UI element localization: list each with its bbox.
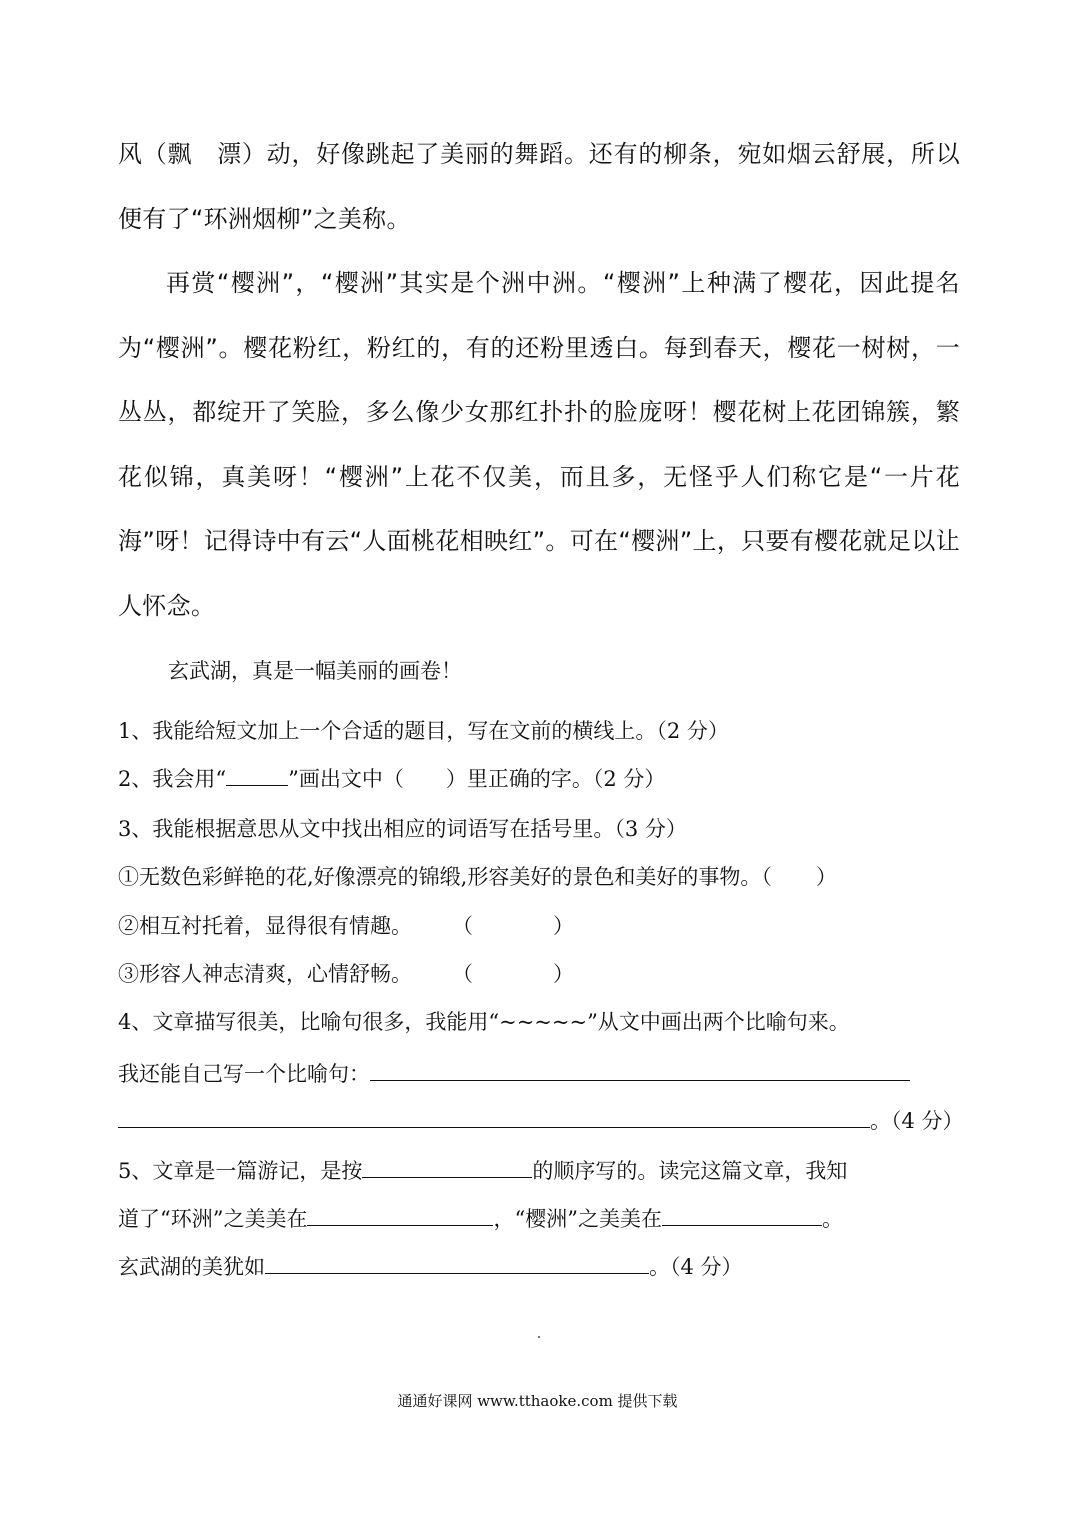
passage-closing-line: 玄武湖，真是一幅美丽的画卷！ (168, 659, 462, 683)
question-3-item-1 (118, 861, 837, 891)
passage-paragraph-1: 风（飘 漂）动，好像跳起了美丽的舞蹈。还有的柳条，宛如烟云舒展，所以便有了“环洲烟柳”之美称。 (118, 140, 960, 233)
question-3-item-3-text: ③形容人神志清爽，心情舒畅。 (118, 962, 412, 986)
simile-answer-line-2[interactable] (118, 1107, 870, 1128)
paren-close: ） (815, 865, 837, 889)
question-1: 1、我能给短文加上一个合适的题目，写在文前的横线上。（2 分） (118, 719, 729, 743)
question-5-score: 。（4 分） (649, 1255, 743, 1279)
simile-answer-line-1[interactable] (370, 1060, 910, 1081)
question-5-text-b: 的顺序写的。读完这篇文章，我知 (532, 1159, 848, 1183)
paren-open: （ (452, 914, 473, 938)
question-4-score: 。（4 分） (870, 1109, 964, 1133)
yingzhou-answer-blank[interactable] (662, 1205, 822, 1226)
question-5-line-2 (118, 1203, 843, 1233)
question-4-prompt: 我还能自己写一个比喻句： (118, 1062, 370, 1086)
question-5-line-1 (118, 1155, 847, 1185)
question-3-item-1-text: ①无数色彩鲜艳的花,好像漂亮的锦缎,形容美好的景色和美好的事物。（ (118, 865, 772, 889)
huanzhou-answer-blank[interactable] (307, 1205, 493, 1226)
underline-sample (226, 765, 288, 786)
reading-passage (118, 122, 960, 638)
question-4-line-2 (118, 1058, 910, 1088)
question-3-item-2 (118, 910, 574, 940)
question-3-item-3 (118, 958, 574, 988)
question-5-text-d: ，“樱洲”之美美在 (493, 1207, 662, 1231)
question-2-text-b: ”画出文中（ ）里正确的字。（2 分） (288, 767, 666, 791)
passage-paragraph-2: 再赏“樱洲”，“樱洲”其实是个洲中洲。“樱洲”上种满了樱花，因此提名为“樱洲”。樱花粉红，粉红的，有的还粉里透白。每到春天，樱花一树树，一丛丛，都绽开了笑脸，多么像少女那红扑扑的脸庞呀！樱花树上花团锦簇，繁花似锦，真美呀！“樱洲”上花不仅美，而且多，无怪乎人们称它是“一片花海”呀！记得诗中有云“人面桃花相映红”。可在“樱洲”上，只要有樱花就足以让人怀念。 (118, 269, 960, 620)
question-4: 4、文章描写很美，比喻句很多，我能用“~~~~~”从文中画出两个比喻句来。 (118, 1010, 850, 1034)
question-3: 3、我能根据意思从文中找出相应的词语写在括号里。（3 分） (118, 817, 687, 841)
question-3-item-2-text: ②相互衬托着，显得很有情趣。 (118, 914, 412, 938)
footer-credit: 通通好课网 www.tthaoke.com 提供下载 (397, 1392, 678, 1410)
question-2 (118, 763, 665, 793)
question-5-text-c: 道了“环洲”之美美在 (118, 1207, 308, 1231)
question-4-line-3 (118, 1105, 964, 1135)
question-5-text-e: 。 (821, 1207, 843, 1231)
paren-open: （ (452, 962, 473, 986)
question-2-text-a: 2、我会用“ (118, 767, 227, 791)
paren-close: ） (553, 914, 574, 938)
order-answer-blank[interactable] (362, 1157, 532, 1178)
paren-close: ） (553, 962, 574, 986)
page-dot (538, 1336, 540, 1338)
lake-simile-answer-blank[interactable] (265, 1253, 649, 1274)
question-5-text-a: 5、文章是一篇游记，是按 (118, 1159, 363, 1183)
question-5-line-3 (118, 1251, 743, 1281)
question-5-text-f: 玄武湖的美犹如 (118, 1255, 265, 1279)
